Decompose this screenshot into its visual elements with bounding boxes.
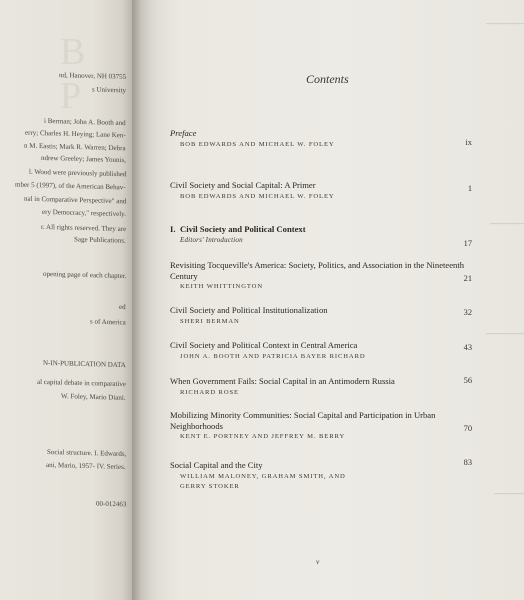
copyright-line: s University (91, 85, 126, 95)
copyright-line: Social structure. I. Edwards, (46, 447, 126, 459)
chapter-title: Civil Society and Political Context in Central America (170, 340, 358, 350)
copyright-line: erry; Charles H. Heying; Lane Ken- (25, 128, 126, 140)
toc-entry (170, 128, 470, 149)
chapter-title: Civil Society and Social Capital: A Primer (170, 180, 316, 190)
page-number: 56 (463, 376, 472, 385)
page-number: 1 (467, 184, 472, 193)
copyright-line: W. Foley, Mario Diani. (61, 392, 126, 402)
chapter-authors: SHERI BERMAN (180, 317, 240, 325)
copyright-line: i Berman; John A. Booth and (44, 116, 126, 128)
copyright-line: nd, Hanover, NH 03755 (58, 71, 126, 81)
toc-entry (170, 376, 470, 397)
part-subtitle: Editors' Introduction (180, 235, 243, 244)
chapter-title: Civil Society and Political Institutionalization (170, 305, 328, 315)
chapter-title: Mobilizing Minority Communities: Social Capital and Participation in Urban Neighborhoods (170, 410, 436, 431)
page-number: 70 (463, 424, 472, 433)
toc-entry-title (170, 340, 470, 351)
chapter-authors: KENT E. PORTNEY AND JEFFREY M. BERRY (180, 433, 346, 440)
right-page (158, 0, 524, 600)
chapter-title: Preface (170, 128, 197, 138)
bleed-through-text: ━━━━━━━━ (490, 220, 524, 228)
left-page (0, 0, 132, 600)
chapter-title: Revisiting Tocqueville's America: Society, Politics, and Association in the Nineteenth Century (170, 260, 465, 281)
page-number: 21 (463, 274, 472, 283)
bleed-through-text: ━━━━━━━━━ (486, 20, 524, 28)
copyright-line: l. Wood were previously published (28, 167, 126, 179)
book-gutter (132, 0, 158, 600)
copyright-line: 00-012463 (95, 499, 126, 509)
copyright-line: s of America (90, 317, 126, 327)
page-number: 32 (463, 308, 472, 317)
copyright-line: mber 5 (1997), of the American Behav- (15, 180, 126, 192)
chapter-authors: JOHN A. BOOTH AND PATRICIA BAYER RICHARD (180, 352, 366, 360)
copyright-line: ed (119, 302, 126, 312)
toc-entry (170, 460, 470, 492)
page-number: 17 (463, 239, 472, 248)
part-number: I. (170, 224, 176, 234)
copyright-line: nal in Comparative Perspective" and (23, 194, 126, 206)
bleed-through-text: ━━━━━━━━━ (486, 330, 524, 338)
contents-title: Contents (306, 72, 349, 86)
copyright-line: n M. Eastis; Mark R. Warren; Debra (24, 141, 126, 153)
chapter-authors: RICHARD ROSE (180, 388, 239, 396)
chapter-authors: KEITH WHITTINGTON (180, 283, 263, 290)
toc-entry-title (170, 305, 470, 316)
page-folio: v (316, 557, 320, 566)
page-number: 83 (463, 458, 472, 467)
toc-entry (170, 340, 470, 361)
chapter-title: Civil Society and Political Context (180, 224, 306, 234)
copyright-line: opening page of each chapter. (42, 269, 126, 281)
copyright-line: al capital debate in comparative (36, 377, 126, 389)
copyright-line: Sage Publications. (74, 235, 126, 245)
chapter-authors: BOB EDWARDS AND MICHAEL W. FOLEY (180, 192, 335, 200)
page-number: ix (465, 138, 472, 147)
copyright-line: ani, Mario, 1957- IV. Series. (46, 460, 126, 472)
toc-entry-title (170, 460, 470, 471)
toc-entry-title (170, 128, 470, 139)
copyright-line: ndrew Greeley; James Younis, (41, 153, 126, 165)
chapter-authors: BOB EDWARDS AND MICHAEL W. FOLEY (180, 140, 335, 148)
toc-entry (170, 305, 470, 326)
toc-entry-title (170, 180, 470, 191)
copyright-line: r. All rights reserved. They are (40, 222, 126, 234)
copyright-line: N-IN-PUBLICATION DATA (43, 358, 126, 370)
bleed-through-text: ━━━━━━━ (494, 490, 524, 498)
ghost-title-bleed: B P (60, 31, 92, 117)
copyright-line: ery Democracy," respectively. (42, 207, 126, 219)
toc-entry (170, 180, 470, 201)
toc-entry-title (170, 224, 470, 235)
toc-entry-title (170, 410, 470, 431)
chapter-title: When Government Fails: Social Capital in an Antimodern Russia (170, 376, 395, 386)
page-number: 43 (463, 343, 472, 352)
chapter-authors: WILLIAM MALONEY, GRAHAM SMITH, AND (180, 472, 346, 480)
toc-entry (170, 410, 470, 442)
chapter-authors: GERRY STOKER (180, 483, 240, 490)
toc-entry (170, 260, 470, 292)
chapter-title: Social Capital and the City (170, 460, 263, 470)
toc-entry-title (170, 260, 470, 281)
toc-entry-title (170, 376, 470, 387)
toc-entry (170, 224, 470, 245)
